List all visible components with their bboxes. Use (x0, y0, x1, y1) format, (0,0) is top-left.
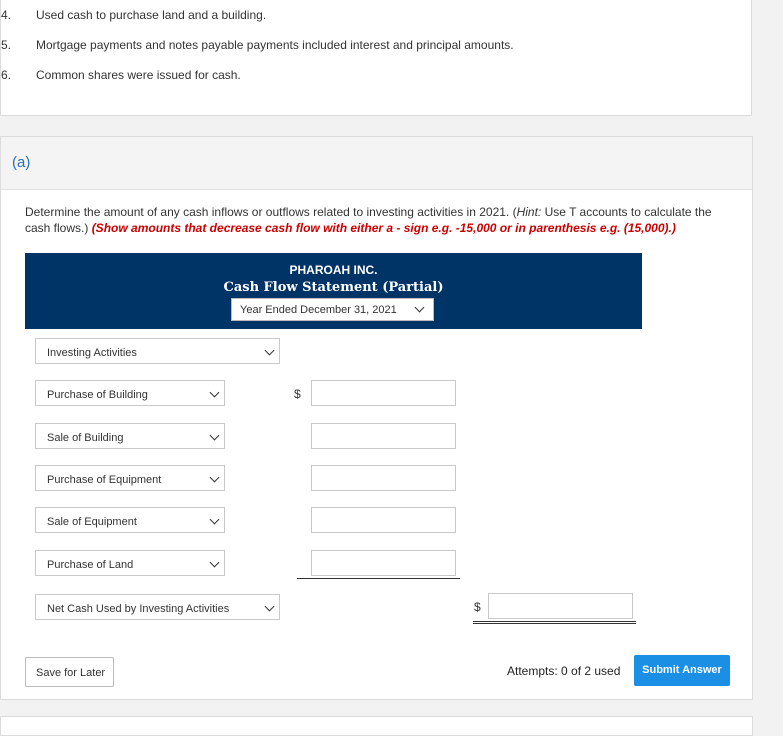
line-item-select[interactable] (35, 423, 225, 449)
note-number: 4. (1, 8, 12, 22)
period-select-value: Year Ended December 31, 2021 (240, 304, 397, 316)
amount-input[interactable] (311, 380, 456, 406)
chevron-down-icon (210, 558, 220, 568)
note-number: 5. (1, 38, 12, 52)
chevron-down-icon (415, 303, 425, 313)
total-label: Net Cash Used by Investing Activities (47, 603, 230, 615)
hint-text: Use T accounts to calculate the cash flows.) (25, 205, 712, 235)
line-item-select[interactable] (35, 550, 225, 576)
section-select-value: Investing Activities (47, 347, 137, 359)
subtotal-rule (297, 578, 460, 579)
problem-notes-card (0, 0, 752, 116)
chevron-down-icon (265, 346, 275, 356)
amount-input[interactable] (311, 423, 456, 449)
period-select[interactable] (231, 298, 434, 321)
chevron-down-icon (210, 473, 220, 483)
next-card (0, 716, 753, 736)
total-label-select[interactable] (35, 594, 280, 620)
total-double-rule (473, 621, 636, 624)
instructions (25, 204, 735, 236)
save-for-later-button[interactable]: Save for Later (25, 657, 114, 687)
amount-input[interactable] (311, 465, 456, 491)
amount-input[interactable] (311, 550, 456, 576)
line-item-label: Purchase of Land (47, 559, 134, 571)
chevron-down-icon (210, 515, 220, 525)
statement-title: Cash Flow Statement (Partial) (223, 280, 444, 295)
submit-answer-button[interactable]: Submit Answer (634, 655, 730, 686)
note-text: Used cash to purchase land and a building. (36, 8, 267, 22)
amount-input[interactable] (311, 507, 456, 533)
section-select[interactable] (35, 338, 280, 364)
line-item-label: Sale of Building (47, 432, 124, 444)
line-item-label: Purchase of Building (47, 389, 148, 401)
sign-instruction: (Show amounts that decrease cash flow with either a - sign e.g. -15,000 or in parenthesis e.g. (15,000).) (91, 221, 676, 235)
question-part-card (0, 136, 753, 700)
chevron-down-icon (210, 388, 220, 398)
note-number: 6. (1, 68, 12, 82)
hint-label: Hint: (516, 205, 542, 219)
line-item-select[interactable] (35, 380, 225, 406)
line-item-label: Purchase of Equipment (47, 474, 162, 486)
company-name: PHAROAH INC. (289, 263, 378, 277)
line-item-select[interactable] (35, 507, 225, 533)
statement-header (25, 253, 642, 329)
currency-symbol: $ (474, 600, 481, 614)
chevron-down-icon (265, 602, 275, 612)
chevron-down-icon (210, 431, 220, 441)
total-amount-input[interactable] (488, 593, 633, 619)
note-text: Common shares were issued for cash. (36, 68, 241, 82)
currency-symbol: $ (294, 387, 301, 401)
note-text: Mortgage payments and notes payable payments included interest and principal amounts. (36, 38, 514, 52)
line-item-label: Sale of Equipment (47, 516, 137, 528)
attempts-counter: Attempts: 0 of 2 used (507, 664, 621, 678)
part-header (1, 137, 752, 190)
instructions-main: Determine the amount of any cash inflows or outflows related to investing activities in 2021. ( (25, 205, 517, 219)
line-item-select[interactable] (35, 465, 225, 491)
part-label: (a) (12, 154, 31, 171)
